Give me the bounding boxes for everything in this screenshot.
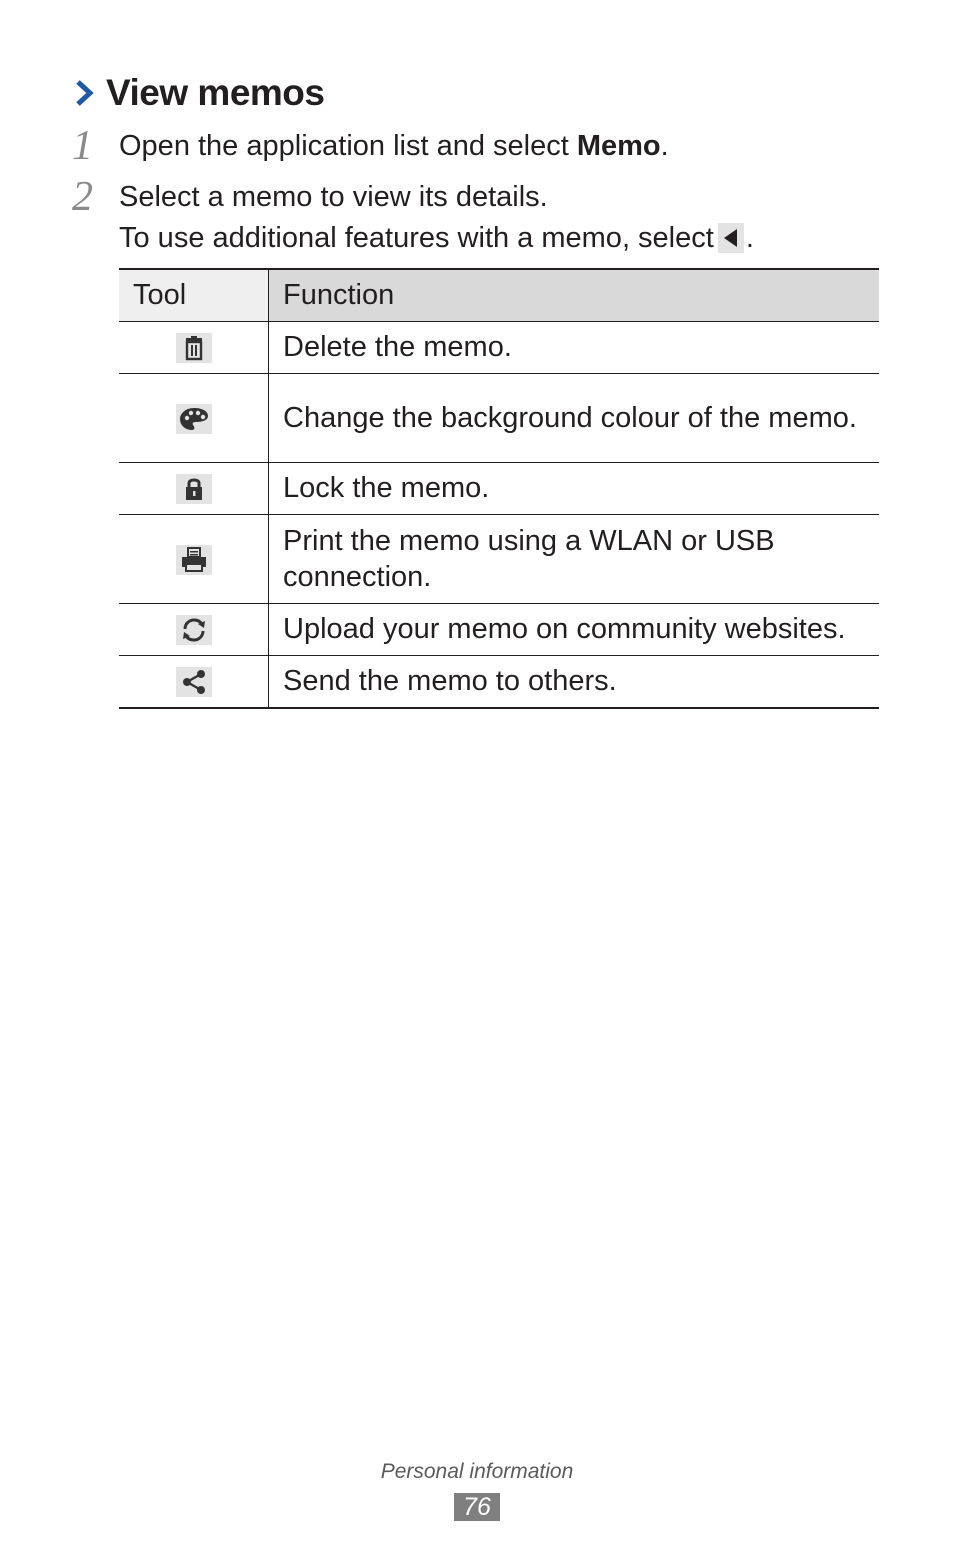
function-text: Upload your memo on community websites.: [269, 604, 880, 656]
printer-icon: [176, 545, 212, 575]
chevron-right-icon: [74, 79, 96, 107]
table-row: [119, 515, 879, 604]
palette-icon: [176, 404, 212, 434]
step-text: Select a memo to view its details.: [119, 181, 548, 213]
function-text: Lock the memo.: [269, 463, 880, 515]
trash-icon: [176, 333, 212, 363]
tools-table: [119, 268, 879, 709]
step-text: Open the application list and select Memo.: [119, 130, 669, 162]
app-name-memo: Memo: [576, 130, 661, 162]
function-text: Print the memo using a WLAN or USB connection.: [269, 515, 880, 604]
column-header-tool: Tool: [119, 269, 269, 322]
share-icon: [176, 667, 212, 697]
step-number: 1: [72, 123, 93, 169]
step-2: [72, 175, 892, 265]
function-text: Change the background colour of the memo.: [269, 374, 880, 463]
back-arrow-icon: [718, 223, 744, 253]
table-row: [119, 463, 879, 515]
page-number: 76: [454, 1493, 500, 1521]
function-text: Delete the memo.: [269, 322, 880, 374]
sync-icon: [176, 615, 212, 645]
table-row: [119, 656, 879, 709]
table-row: [119, 322, 879, 374]
footer-section-name: Personal information: [380, 1460, 574, 1483]
table-row: [119, 374, 879, 463]
function-text: Send the memo to others.: [269, 656, 880, 709]
step-subtext: To use additional features with a memo, select .: [119, 222, 754, 254]
step-number: 2: [72, 174, 93, 220]
lock-icon: [176, 474, 212, 504]
section-heading: [74, 70, 324, 116]
table-header-row: [119, 269, 879, 322]
column-header-function: Function: [269, 269, 880, 322]
step-1: [72, 124, 892, 170]
section-title: View memos: [106, 72, 325, 113]
table-row: [119, 604, 879, 656]
